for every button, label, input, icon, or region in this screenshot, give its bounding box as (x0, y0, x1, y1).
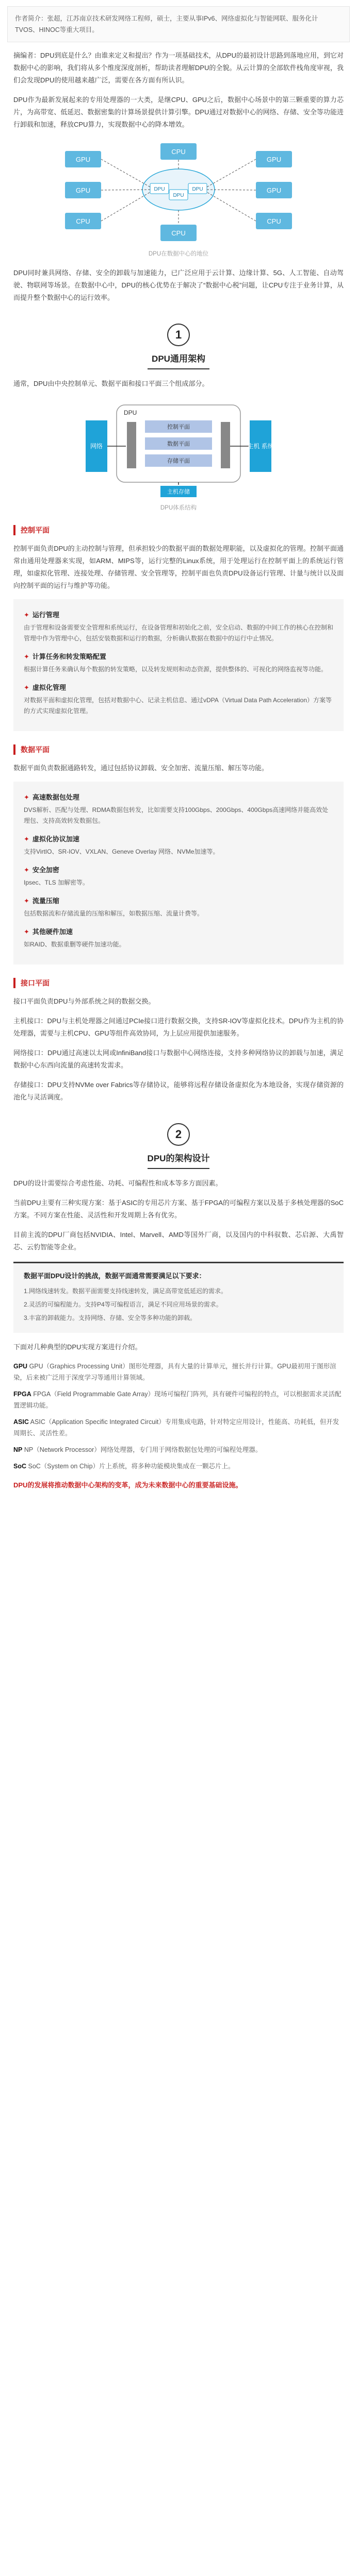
section-1-title: DPU通用架构 (152, 354, 205, 364)
data-item-title: 虚拟化协议加速 (32, 835, 79, 843)
bullet-icon: ✦ (24, 928, 29, 936)
node-label-gpu-4: GPU (266, 187, 282, 194)
figure2-caption: DPU体系结构 (160, 505, 197, 511)
control-plane-heading: 控制平面 (13, 525, 344, 535)
dpu-architecture-diagram (13, 397, 344, 500)
chip-name: GPU (13, 1363, 28, 1370)
interface-paragraph-storage: 存储接口：DPU支持NVMe over Fabrics等存储协议，能够将远程存储设备虚拟化为本地设备，实现存储资源的池化与灵活调度。 (13, 1081, 344, 1101)
host-label: 主机 系统 (247, 443, 274, 450)
dpu-title-label: DPU (124, 409, 137, 416)
control-item-title: 计算任务和转发策略配置 (32, 653, 106, 660)
chip-name: FPGA (13, 1391, 31, 1398)
section-2-header (0, 1123, 357, 1169)
storage-plane-label: 存储平面 (167, 458, 190, 464)
bullet-icon: ✦ (24, 897, 29, 905)
design-challenge-box (13, 1262, 344, 1333)
control-item (24, 609, 333, 644)
chip-name: NP (13, 1446, 23, 1453)
data-item-title: 其他硬件加速 (32, 928, 73, 936)
data-item (24, 792, 333, 826)
data-item-title: 高速数据包处理 (32, 793, 79, 801)
node-label-cpu-3: CPU (267, 217, 281, 225)
intro-paragraph-2: DPU作为最新发展起来的专用处理器的一大类，是继CPU、GPU之后，数据中心场景中的第三颗重要的算力芯片，为高带宽、低延迟、数据密集的计算场景提供计算引擎。DPU通过对数据中心的网络、存储、安全等功能进行卸载和加速，释放CPU算力，实现数据中心的降本增效。 (13, 96, 344, 128)
design-paragraph-4: 下面对几种典型的DPU实现方案进行介绍。 (13, 1343, 142, 1351)
bullet-icon: ✦ (24, 835, 29, 843)
section-1-body (0, 378, 357, 1104)
bullet-icon: ✦ (24, 866, 29, 874)
author-note-box (7, 6, 350, 42)
intro-section (0, 49, 357, 304)
data-item-text: 包括数据流和存储流量的压缩和解压，如数据压缩、流量计费等。 (24, 910, 204, 917)
interface-plane-heading: 接口平面 (13, 978, 344, 988)
control-item (24, 651, 333, 675)
section-1-header (0, 324, 357, 369)
intro-paragraph-1: 摘编者：DPU到底是什么？由谁来定义和提出？作为一项基础技术，从DPU的最初设计思路到落地应用，到它对数据中心的影响，我们将从多个维度深度剖析，帮助读者理解DPU的全貌。从云计算的全部软件栈角度审视，我们会发现DPU的使用越来越广泛，需要在各方面有所认识。 (13, 52, 344, 84)
control-plane-box (13, 599, 344, 731)
interface-plane-intro: 接口平面负责DPU与外部系统之间的数据交换。 (13, 997, 155, 1005)
data-item-text: 支持VirtIO、SR-IOV、VXLAN、Geneve Overlay 网络、NVMe加速等。 (24, 848, 219, 855)
control-plane-paragraph: 控制平面负责DPU的主动控制与管理，但承担较少的数据平面的数据处理职能，以及虚拟化的管理。控制平面通常由通用处理器来实现，如ARM、MIPS等，运行完整的Linux系统，用于处理运行在控制平面上的系统运行管理，如虚拟化管理、连接处理、存储管理、安全管理等，控制平面也负责DPU设备运行管理、计量与统计以及面向控制平面的运行与维护等功能。 (13, 545, 344, 589)
design-challenge-line: 1.网络线速转发。数据平面需要支持线速转发，满足高带宽低延迟的需求。 (24, 1287, 228, 1295)
data-item-text: 如RAID、数据重删等硬件加速功能。 (24, 941, 125, 948)
dpu-position-svg (55, 138, 302, 246)
dpu-architecture-svg (80, 397, 277, 500)
design-challenge-head: 数据平面DPU设计的挑战，数据平面通常需要满足以下要求： (24, 1272, 206, 1280)
node-label-cpu-2: CPU (171, 148, 186, 156)
chip-paragraph-np (13, 1444, 344, 1455)
design-challenge-line: 3.丰富的卸载能力。支持网络、存储、安全等多种功能的卸载。 (24, 1314, 197, 1321)
interface-paragraph-network: 网络接口：DPU通过高速以太网或InfiniBand接口与数据中心网络连接，支持多种网络协议的卸载与加速，满足数据中心东西向流量的高速转发需求。 (13, 1049, 344, 1069)
design-paragraph-1: DPU的设计需要综合考虑性能、功耗、可编程性和成本等多方面因素。 (13, 1179, 222, 1187)
section-2-underline (148, 1168, 209, 1169)
iface-bar-right (221, 422, 230, 468)
data-item-text: Ipsec、TLS 加解密等。 (24, 879, 89, 886)
node-label-gpu-3: GPU (266, 156, 282, 163)
data-plane-label: 数据平面 (167, 441, 190, 447)
chip-paragraph-fpga (13, 1388, 344, 1411)
section-2-number: 2 (167, 1123, 190, 1146)
section-2-body (0, 1177, 357, 1492)
dpu-label-left: DPU (154, 187, 165, 192)
section-1-underline (148, 368, 209, 369)
chip-text: GPU（Graphics Processing Unit）图形处理器，具有大量的计算单元，擅长并行计算。GPU最初用于图形渲染，后来被广泛用于深度学习等通用计算领域。 (13, 1363, 336, 1381)
iface-bar-left (127, 422, 136, 468)
dpu-label-center: DPU (173, 193, 184, 198)
section-2-title: DPU的架构设计 (147, 1154, 210, 1163)
control-plane-label: 控制平面 (167, 424, 190, 430)
control-item-text: 对数据平面和虚拟化管理，包括对数据中心、记录主机信息、通过vDPA（Virtual Data Path Acceleration）方案等的方式实现虚拟化管理。 (24, 697, 332, 715)
figure1-caption: DPU在数据中心的地位 (148, 251, 209, 257)
chip-paragraph-asic (13, 1416, 344, 1439)
chip-text: NP（Network Processor）网络处理器，专门用于网络数据包处理的可编程处理器。 (24, 1446, 262, 1453)
bullet-icon: ✦ (24, 653, 29, 660)
data-item (24, 834, 333, 857)
dpu-label-right: DPU (192, 187, 203, 192)
dpu-position-diagram (13, 138, 344, 246)
data-item-title: 流量压缩 (32, 897, 59, 905)
design-endnote: DPU的发展将推动数据中心架构的变革，成为未来数据中心的重要基础设施。 (13, 1481, 242, 1489)
node-label-gpu-1: GPU (75, 156, 91, 163)
data-item (24, 926, 333, 950)
chip-text: ASIC（Application Specific Integrated Circuit）专用集成电路，针对特定应用设计，性能高、功耗低，但开发周期长、灵活性差。 (13, 1418, 339, 1437)
bullet-icon: ✦ (24, 611, 29, 619)
chip-name: ASIC (13, 1418, 29, 1426)
author-note-text: 作者简介：张超，江苏南京技术研发网络工程师，硕士，主要从事IPv6、网络虚拟化与智能网联、服务化计TVOS、HINOC等重大项目。 (15, 15, 318, 33)
chip-paragraph-gpu (13, 1361, 344, 1383)
design-challenge-line: 2.灵活的可编程能力。支持P4等可编程语言，满足不同应用场景的需求。 (24, 1301, 222, 1308)
data-item (24, 895, 333, 919)
section-1-intro: 通常，DPU由中央控制单元、数据平面和接口平面三个组成部分。 (13, 380, 209, 387)
design-paragraph-2: 当前DPU主要有三种实现方案：基于ASIC的专用芯片方案、基于FPGA的可编程方案以及基于多核处理器的SoC方案。不同方案在性能、灵活性和开发周期上各有优劣。 (13, 1199, 344, 1219)
data-plane-paragraph: 数据平面负责数据通路转发，通过包括协议卸载、安全加密、流量压缩、解压等功能。 (13, 764, 269, 772)
network-label: 网络 (90, 443, 103, 450)
bullet-icon: ✦ (24, 793, 29, 801)
node-label-cpu-1: CPU (76, 217, 90, 225)
data-item (24, 865, 333, 888)
chip-name: SoC (13, 1463, 26, 1470)
intro-paragraph-3: DPU同时兼具网络、存储、安全的卸载与加速能力，已广泛应用于云计算、边缘计算、5G、人工智能、自动驾驶、物联网等场景。在数据中心中，DPU的核心优势在于解决了“数据中心税”问题，让CPU专注于业务计算，从而提升整个数据中心的运行效率。 (13, 269, 344, 301)
data-plane-box (13, 782, 344, 964)
host-storage-label: 主机存储 (167, 489, 190, 495)
bullet-icon: ✦ (24, 684, 29, 691)
section-1-number: 1 (167, 324, 190, 346)
control-item-text: 根据计算任务来确认每个数据的转发策略，以及转发规则和动态资源，提供整体的、可视化的网络监视等功能。 (24, 666, 328, 673)
data-item-title: 安全加密 (32, 866, 59, 874)
chip-text: SoC（System on Chip）片上系统，将多种功能模块集成在一颗芯片上。 (28, 1463, 235, 1470)
node-label-cpu-4: CPU (171, 229, 186, 237)
data-plane-heading: 数据平面 (13, 744, 344, 755)
node-label-gpu-2: GPU (75, 187, 91, 194)
control-item-title: 虚拟化管理 (32, 684, 66, 691)
design-paragraph-3: 目前主流的DPU厂商包括NVIDIA、Intel、Marvell、AMD等国外厂商，以及国内的中科驭数、芯启源、大禹智芯、云豹智能等企业。 (13, 1231, 344, 1251)
chip-paragraph-soc (13, 1461, 344, 1472)
data-item-text: DVS解析、匹配与处理、RDMA数据包转发，比如需要支持100Gbps、200Gbps、400Gbps高速网络并能高效处理包、支持高效转发数据包。 (24, 806, 329, 824)
control-item (24, 682, 333, 717)
control-item-text: 由于管理和设备需要安全管理和系统运行，在设备管理和初始化之前，安全启动、数据的中间工作的核心在控制和管理中作为管理中心，包括安装数据和运行的数据，分析确认数据在数据中的运行中止情况。 (24, 624, 334, 642)
interface-paragraph-host: 主机接口：DPU与主机处理器之间通过PCIe接口进行数据交换，支持SR-IOV等虚拟化技术。DPU作为主机的协处理器，需要与主机CPU、GPU等组件高效协同，为上层应用提供加速服务。 (13, 1017, 344, 1037)
chip-text: FPGA（Field Programmable Gate Array）现场可编程门阵列，具有硬件可编程的特点，可以根据需求灵活配置逻辑功能。 (13, 1391, 342, 1409)
control-item-title: 运行管理 (32, 611, 59, 619)
